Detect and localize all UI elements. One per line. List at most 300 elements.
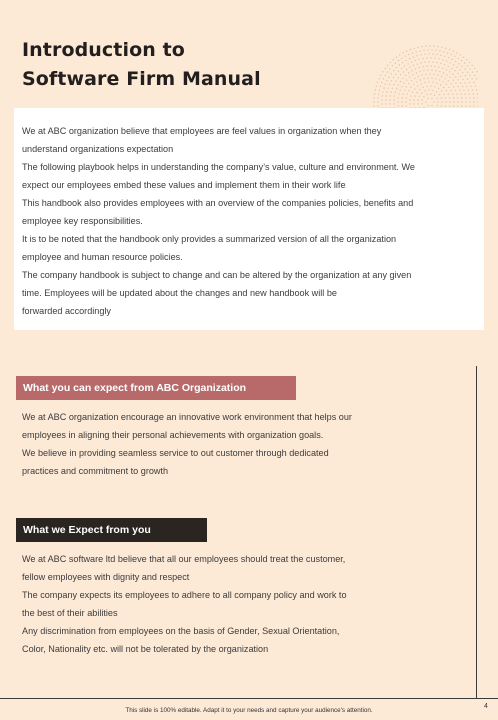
pattern-dot [386,91,387,92]
pattern-dot [426,65,427,66]
pattern-dot [477,97,478,98]
pattern-dot [453,97,454,98]
pattern-dot [409,77,410,78]
pattern-dot [405,101,406,102]
page-title [22,36,261,94]
pattern-dot [423,50,424,51]
pattern-dot [426,86,427,87]
pattern-dot [424,62,425,63]
pattern-dot [424,54,425,55]
pattern-dot [469,101,470,102]
pattern-dot [412,92,413,93]
pattern-dot [420,54,421,55]
pattern-dot [404,90,405,91]
pattern-dot [465,97,466,98]
pattern-dot [389,68,390,69]
intro-text [22,122,470,320]
pattern-dot [389,84,390,85]
pattern-dot [449,49,450,50]
pattern-dot [411,70,412,71]
pattern-dot [440,55,441,56]
pattern-dot [467,72,468,73]
pattern-dot [438,66,439,67]
pattern-dot [379,90,380,91]
pattern-dot [393,77,394,78]
pattern-dot [465,105,466,106]
pattern-dot [448,57,449,58]
pattern-dot [385,103,386,104]
pattern-dot [457,101,458,102]
pattern-dot [452,94,453,95]
pattern-dot [408,72,409,73]
pattern-dot [396,88,397,89]
pattern-dot [416,92,417,93]
pattern-dot [424,82,425,83]
pattern-dot [425,90,426,91]
pattern-dot [393,99,394,100]
pattern-dot [429,45,430,46]
intro-line: forwarded accordingly [22,306,111,316]
pattern-dot [409,99,410,100]
pattern-dot [436,105,437,106]
pattern-dot [443,72,444,73]
pattern-dot [475,86,476,87]
pattern-dot [402,93,403,94]
pattern-dot [436,62,437,63]
pattern-dot [439,71,440,72]
pattern-dot [437,46,438,47]
pattern-dot [423,70,424,71]
pattern-dot [463,57,464,58]
pattern-dot [411,61,412,62]
pattern-dot [373,101,374,102]
pattern-dot [444,56,445,57]
pattern-dot [417,86,418,87]
pattern-dot [421,46,422,47]
pattern-dot [469,105,470,106]
pattern-dot [391,80,392,81]
pattern-dot [445,97,446,98]
pattern-dot [454,70,455,71]
pattern-dot [414,48,415,49]
pattern-dot [460,76,461,77]
pattern-dot [472,89,473,90]
pattern-dot [461,105,462,106]
pattern-dot [388,76,389,77]
pattern-dot [429,73,430,74]
pattern-dot [395,63,396,64]
pattern-dot [419,71,420,72]
pattern-dot [443,87,444,88]
pattern-dot [431,69,432,70]
pattern-dot [433,45,434,46]
pattern-dot [450,62,451,63]
pattern-dot [403,71,404,72]
pattern-dot [425,74,426,75]
pattern-dot [417,47,418,48]
pattern-dot [451,83,452,84]
pattern-dot [436,54,437,55]
pattern-dot [464,63,465,64]
pattern-dot [413,56,414,57]
pattern-dot [397,101,398,102]
pattern-dot [441,90,442,91]
pattern-dot [407,63,408,64]
pattern-dot [442,81,443,82]
title-line-2: Software Firm Manual [22,68,261,90]
pattern-dot [455,76,456,77]
section-heading-expect-from-you: What we Expect from you [16,518,207,542]
pattern-dot [416,72,417,73]
pattern-dot [465,101,466,102]
pattern-dot [402,78,403,79]
pattern-dot [401,101,402,102]
pattern-dot [439,79,440,80]
pattern-dot [436,91,437,92]
pattern-dot [466,86,467,87]
pattern-dot [389,103,390,104]
pattern-dot [390,62,391,63]
pattern-dot [402,62,403,63]
pattern-dot [473,93,474,94]
section-line: We at ABC software ltd believe that all our employees should treat the customer, [22,554,346,564]
pattern-dot [400,90,401,91]
pattern-dot [421,93,422,94]
pattern-dot [453,50,454,51]
pattern-dot [401,86,402,87]
footer-note: This slide is 100% editable. Adapt it to your needs and capture your audience's attention. [125,707,373,714]
pattern-dot [431,105,432,106]
pattern-dot [425,45,426,46]
pattern-dot [435,50,436,51]
pattern-dot [434,66,435,67]
intro-line: The company handbook is subject to change and can be altered by the organization at any given [22,270,412,280]
pattern-dot [400,81,401,82]
pattern-dot [417,63,418,64]
pattern-dot [465,75,466,76]
pattern-dot [414,78,415,79]
pattern-dot [455,61,456,62]
pattern-dot [448,80,449,81]
pattern-dot [425,101,426,102]
title-line-1: Introduction to [22,39,185,61]
pattern-dot [392,65,393,66]
pattern-dot [385,75,386,76]
section-text-expect-from-you [22,550,462,658]
pattern-dot [423,78,424,79]
pattern-dot [434,58,435,59]
pattern-dot [428,53,429,54]
pattern-dot [432,61,433,62]
pattern-dot [444,64,445,65]
pattern-dot [406,69,407,70]
pattern-dot [447,52,448,53]
pattern-dot [399,64,400,65]
intro-line: employee and human resource policies. [22,252,183,262]
pattern-dot [443,51,444,52]
section-line: Any discrimination from employees on the basis of Gender, Sexual Orientation, [22,626,340,636]
pattern-dot [406,86,407,87]
pattern-dot [446,84,447,85]
pattern-dot [460,93,461,94]
pattern-dot [382,71,383,72]
pattern-dot [395,74,396,75]
pattern-dot [393,84,394,85]
pattern-dot [430,93,431,94]
pattern-dot [453,101,454,102]
pattern-dot [397,77,398,78]
pattern-dot [413,103,414,104]
pattern-dot [387,71,388,72]
pattern-dot [422,66,423,67]
pattern-dot [469,93,470,94]
pattern-dot [467,65,468,66]
intro-line: expect our employees embed these values and implement them in their work life [22,180,346,190]
pattern-dot [477,105,478,106]
pattern-dot [466,59,467,60]
pattern-dot [393,103,394,104]
pattern-dot [378,93,379,94]
pattern-dot [396,67,397,68]
pattern-dot [477,93,478,94]
pattern-dot [473,101,474,102]
pattern-dot [453,79,454,80]
pattern-dot [413,84,414,85]
pattern-dot [431,98,432,99]
section-line: The company expects its employees to adhere to all company policy and work to [22,590,347,600]
pattern-dot [405,56,406,57]
pattern-dot [416,51,417,52]
pattern-dot [395,92,396,93]
pattern-dot [376,86,377,87]
pattern-dot [441,76,442,77]
pattern-dot [457,73,458,74]
pattern-dot [398,84,399,85]
pattern-dot [378,78,379,79]
pattern-dot [456,67,457,68]
pattern-dot [396,57,397,58]
pattern-dot [453,105,454,106]
section-line: We believe in providing seamless service to out customer through dedicated [22,448,329,458]
pattern-dot [441,47,442,48]
pattern-dot [453,86,454,87]
pattern-dot [428,61,429,62]
pattern-dot [457,105,458,106]
pattern-dot [450,90,451,91]
pattern-dot [410,49,411,50]
pattern-dot [457,97,458,98]
pattern-dot [464,68,465,69]
pattern-dot [414,88,415,89]
pattern-dot [455,83,456,84]
pattern-dot [415,68,416,69]
pattern-dot [413,99,414,100]
pattern-dot [431,77,432,78]
pattern-dot [385,84,386,85]
pattern-dot [455,90,456,91]
pattern-dot [430,85,431,86]
section-line: fellow employees with dignity and respect [22,572,190,582]
pattern-dot [460,54,461,55]
pattern-dot [446,61,447,62]
pattern-dot [469,75,470,76]
pattern-dot [395,80,396,81]
pattern-dot [420,62,421,63]
pattern-dot [389,99,390,100]
pattern-dot [381,99,382,100]
pattern-dot [435,70,436,71]
pattern-dot [437,74,438,75]
pattern-dot [380,75,381,76]
pattern-dot [477,101,478,102]
pattern-dot [381,82,382,83]
pattern-dot [382,95,383,96]
pattern-dot [436,98,437,99]
pattern-dot [459,90,460,91]
pattern-dot [394,95,395,96]
pattern-dot [414,95,415,96]
pattern-dot [430,65,431,66]
pattern-dot [438,88,439,89]
pattern-dot [461,60,462,61]
pattern-dot [450,77,451,78]
pattern-dot [403,83,404,84]
section-line: the best of their abilities [22,608,118,618]
pattern-dot [469,97,470,98]
section-heading-expect-from-abc: What you can expect from ABC Organization [16,376,296,400]
pattern-dot [418,103,419,104]
pattern-dot [407,94,408,95]
pattern-dot [471,78,472,79]
pattern-dot [377,82,378,83]
pattern-dot [473,97,474,98]
pattern-dot [467,78,468,79]
pattern-dot [449,105,450,106]
section-line: We at ABC organization encourage an innovative work environment that helps our [22,412,352,422]
pattern-dot [442,59,443,60]
pattern-dot [419,89,420,90]
pattern-dot [423,96,424,97]
pattern-dot [387,65,388,66]
pattern-dot [392,88,393,89]
pattern-dot [448,93,449,94]
pattern-dot [476,89,477,90]
pattern-dot [408,83,409,84]
pattern-dot [454,56,455,57]
pattern-dot [461,66,462,67]
pattern-dot [462,72,463,73]
pattern-dot [461,97,462,98]
pattern-dot [452,74,453,75]
pattern-dot [457,86,458,87]
pattern-dot [409,103,410,104]
pattern-dot [401,68,402,69]
pattern-dot [446,69,447,70]
pattern-dot [405,60,406,61]
pattern-dot [469,62,470,63]
pattern-dot [438,58,439,59]
pattern-dot [409,67,410,68]
intro-line: time. Employees will be updated about the changes and new handbook will be [22,288,337,298]
pattern-dot [419,96,420,97]
section-line: Color, Nationality etc. will not be tolerated by the organization [22,644,269,654]
pattern-dot [408,54,409,55]
pattern-dot [432,53,433,54]
pattern-dot [473,82,474,83]
pattern-dot [398,105,399,106]
pattern-dot [448,87,449,88]
pattern-dot [415,60,416,61]
pattern-dot [388,88,389,89]
pattern-dot [377,101,378,102]
pattern-dot [441,97,442,98]
pattern-dot [390,95,391,96]
pattern-dot [378,105,379,106]
pattern-dot [434,86,435,87]
pattern-dot [427,77,428,78]
pattern-dot [418,59,419,60]
pattern-dot [445,48,446,49]
intro-line: understand organizations expectation [22,144,174,154]
pattern-dot [473,105,474,106]
intro-line: The following playbook helps in understanding the company’s value, culture and environment. We [22,162,415,172]
pattern-dot [449,71,450,72]
pattern-dot [451,54,452,55]
pattern-dot [468,90,469,91]
footer-divider [0,698,498,699]
pattern-dot [439,94,440,95]
pattern-dot [461,101,462,102]
pattern-dot [458,58,459,59]
pattern-dot [409,58,410,59]
pattern-dot [418,99,419,100]
intro-line: We at ABC organization believe that employees are feel values in organization when they [22,126,382,136]
pattern-dot [452,59,453,60]
pattern-dot [375,89,376,90]
pattern-dot [383,87,384,88]
pattern-dot [422,103,423,104]
pattern-dot [462,86,463,87]
pattern-dot [445,105,446,106]
pattern-dot [449,101,450,102]
pattern-dot [421,74,422,75]
pattern-dot [398,93,399,94]
pattern-dot [434,95,435,96]
section-line: employees in aligning their personal achievements with organization goals. [22,430,324,440]
pattern-dot [445,101,446,102]
pattern-dot [381,103,382,104]
pattern-dot [460,82,461,83]
pattern-dot [441,105,442,106]
pattern-dot [393,70,394,71]
pattern-dot [385,68,386,69]
pattern-dot [418,76,419,77]
pattern-dot [422,99,423,100]
pattern-dot [476,71,477,72]
pattern-dot [413,65,414,66]
pattern-dot [412,52,413,53]
pattern-dot [423,87,424,88]
pattern-dot [386,80,387,81]
pattern-dot [476,78,477,79]
pattern-dot [451,68,452,69]
pattern-dot [401,58,402,59]
pattern-dot [416,55,417,56]
pattern-dot [406,50,407,51]
pattern-dot [431,49,432,50]
pattern-dot [427,98,428,99]
pattern-dot [398,71,399,72]
